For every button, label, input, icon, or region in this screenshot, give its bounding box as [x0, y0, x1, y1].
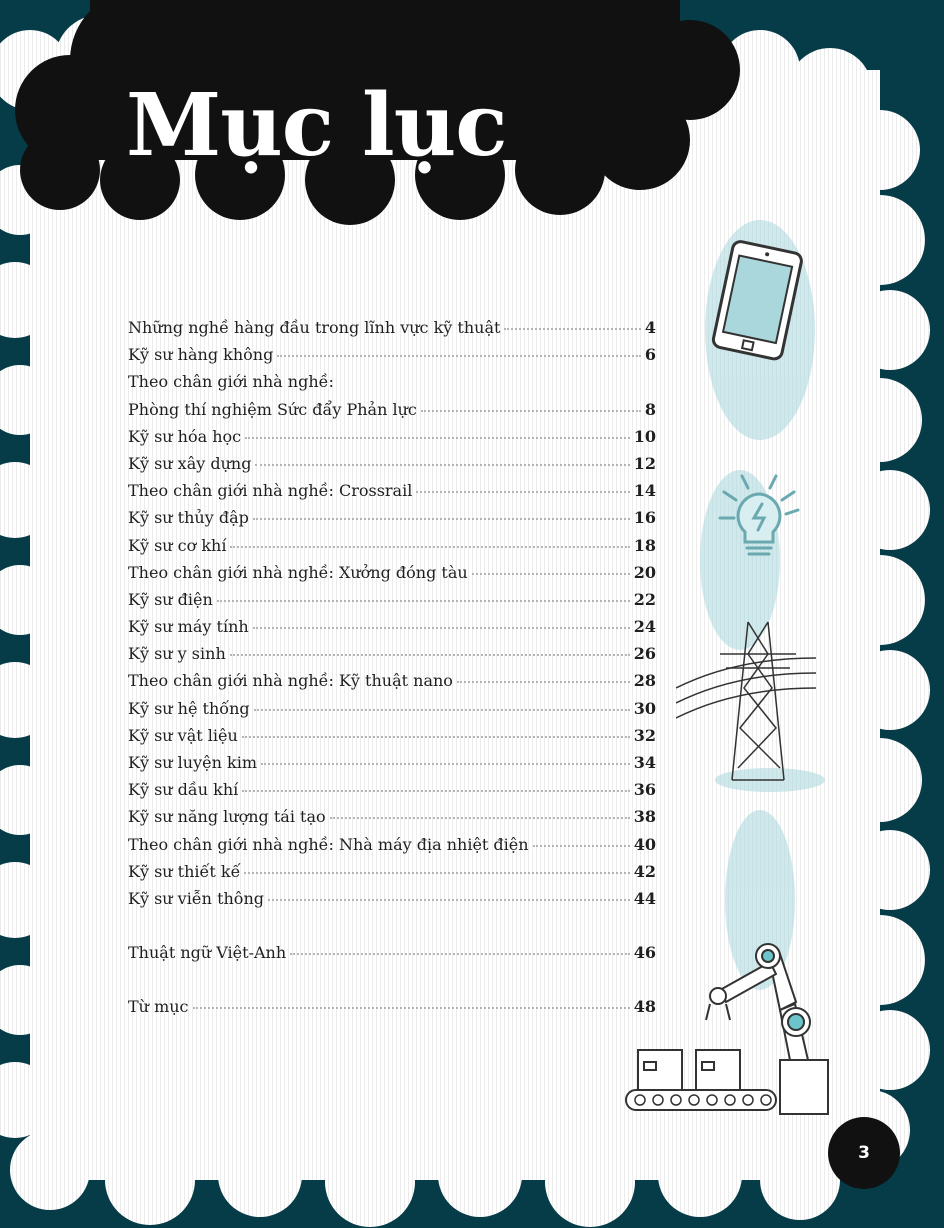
dot-leader: [193, 1006, 630, 1009]
toc-entry: [128, 590, 656, 617]
dot-leader: [242, 789, 630, 792]
toc-entry: [128, 671, 656, 698]
dot-leader: [421, 409, 641, 412]
dot-leader: [416, 490, 629, 493]
dot-leader: [261, 762, 630, 765]
dot-leader: [533, 844, 630, 847]
toc-entry-title: Kỹ sư xây dựng: [128, 453, 252, 473]
toc-entry-page: 36: [633, 780, 656, 800]
dot-leader: [245, 436, 630, 439]
dot-leader: [330, 816, 630, 819]
dot-leader: [290, 952, 630, 955]
toc-entry-page: 20: [633, 562, 656, 582]
toc-entry-title: Kỹ sư luyện kim: [128, 753, 257, 772]
toc-entry-title: Kỹ sư máy tính: [128, 617, 249, 637]
dot-leader: [268, 898, 630, 901]
toc-entry-page: 34: [633, 753, 656, 772]
toc-entry-page: 6: [644, 345, 656, 365]
robot-arm-icon: [620, 940, 834, 1116]
toc-entry-page: 8: [644, 399, 656, 419]
toc-entry-title: Phòng thí nghiệm Sức đẩy Phản lực: [128, 399, 417, 419]
dot-leader: [472, 572, 630, 575]
toc-entry-page: 18: [633, 535, 656, 555]
toc-entry-page: 32: [633, 725, 656, 745]
toc-entry-title: Thuật ngữ Việt-Anh: [128, 943, 287, 963]
toc-entry-page: 10: [633, 426, 656, 446]
toc-entry-page: 4: [644, 318, 656, 337]
toc-entry: [128, 563, 656, 590]
dot-leader: [217, 599, 630, 602]
toc-entry-page: 16: [633, 508, 656, 528]
toc-entry: [128, 481, 656, 508]
toc-entry-title: Kỹ sư hàng không: [128, 345, 274, 365]
toc-entry-page: 44: [633, 888, 656, 908]
dot-leader: [242, 735, 630, 738]
toc-entry: [128, 699, 656, 726]
toc-entry-title: Theo chân giới nhà nghề:: [128, 372, 334, 392]
toc-entry: [128, 997, 656, 1024]
toc-entry-page: 40: [633, 834, 656, 854]
toc-entry: [128, 780, 656, 807]
dot-leader: [457, 680, 630, 683]
toc-entry: [128, 318, 656, 345]
toc-entry-title: Từ mục: [128, 997, 189, 1017]
toc-entry-page: 28: [633, 671, 656, 691]
toc-entry-title: Kỹ sư cơ khí: [128, 535, 227, 555]
toc-entry-title: Theo chân giới nhà nghề: Nhà máy địa nhiệt điện: [128, 834, 529, 854]
toc-entry-title: Kỹ sư thiết kế: [128, 861, 241, 881]
toc-entry-title: Theo chân giới nhà nghề: Kỹ thuật nano: [128, 671, 453, 691]
toc-entry: [128, 862, 656, 889]
dot-leader: [253, 626, 630, 629]
dot-leader: [230, 545, 629, 548]
toc-entry: [128, 943, 656, 970]
toc-entry-page: 42: [633, 861, 656, 881]
toc-entry: [128, 726, 656, 753]
power-pylon-icon: [676, 618, 824, 786]
dot-leader: [230, 653, 630, 656]
dot-leader: [255, 463, 629, 466]
toc-entry-title: Kỹ sư hóa học: [128, 426, 242, 446]
toc-entry: [128, 835, 656, 862]
toc-entry-page: 24: [633, 617, 656, 637]
toc-entry-title: Kỹ sư điện: [128, 589, 213, 609]
toc-entry-page: 14: [633, 481, 656, 501]
toc-entry: [128, 617, 656, 644]
toc-entry-title: Kỹ sư thủy đập: [128, 508, 249, 528]
toc-entry-page: 22: [633, 589, 656, 609]
dot-leader: [244, 871, 629, 874]
toc-entry: [128, 372, 656, 399]
toc-entry: [128, 508, 656, 535]
toc-entry-title: Theo chân giới nhà nghề: Crossrail: [128, 481, 413, 501]
dot-leader: [277, 354, 641, 357]
table-of-contents: [128, 318, 656, 1025]
dot-leader: [504, 327, 640, 330]
toc-entry: [128, 454, 656, 481]
toc-entry-page: 48: [633, 997, 656, 1017]
toc-entry-title: Theo chân giới nhà nghề: Xưởng đóng tàu: [128, 562, 468, 582]
page-title: Mục lục: [126, 75, 507, 176]
toc-entry-title: Kỹ sư vật liệu: [128, 725, 238, 745]
toc-entry-title: Những nghề hàng đầu trong lĩnh vực kỹ thuật: [128, 318, 501, 337]
dot-leader: [253, 517, 630, 520]
toc-entry-page: 30: [633, 698, 656, 718]
toc-entry: [128, 427, 656, 454]
toc-entry-title: Kỹ sư hệ thống: [128, 698, 250, 718]
toc-entry: [128, 753, 656, 780]
toc-entry-title: Kỹ sư y sinh: [128, 644, 226, 664]
toc-entry: [128, 889, 656, 916]
lightbulb-icon: [714, 470, 804, 566]
toc-entry-page: 26: [633, 644, 656, 664]
toc-entry: [128, 400, 656, 427]
toc-entry-page: 46: [633, 943, 656, 963]
toc-entry: [128, 536, 656, 563]
toc-entry: [128, 807, 656, 834]
page-number-badge: 3: [828, 1117, 900, 1189]
toc-entry-page: 12: [633, 453, 656, 473]
tablet-icon: [700, 238, 812, 366]
dot-leader: [254, 708, 630, 711]
toc-entry-title: Kỹ sư năng lượng tái tạo: [128, 807, 326, 827]
toc-entry-title: Kỹ sư dầu khí: [128, 780, 239, 800]
toc-entry: [128, 644, 656, 671]
toc-entry-title: Kỹ sư viễn thông: [128, 888, 264, 908]
toc-entry: [128, 345, 656, 372]
toc-entry-page: 38: [633, 807, 656, 827]
